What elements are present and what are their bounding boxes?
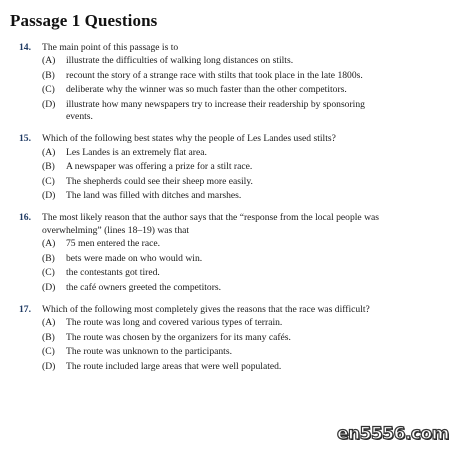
question-text: Which of the following most completely gives the reasons that the race was difficult? xyxy=(42,303,370,315)
option-text: the café owners greeted the competitors. xyxy=(66,281,222,293)
answer-option-b xyxy=(0,161,432,173)
option-text: The route included large areas that were well populated. xyxy=(66,360,282,372)
option-letter: (C) xyxy=(42,267,55,279)
option-letter: (A) xyxy=(42,146,56,158)
option-letter: (B) xyxy=(42,161,55,173)
question-stem xyxy=(0,42,432,54)
question-15 xyxy=(0,133,432,202)
answer-option-c xyxy=(0,267,432,279)
answer-option-d xyxy=(0,99,432,124)
question-17 xyxy=(0,304,432,373)
option-letter: (D) xyxy=(42,190,56,202)
option-text: The land was filled with ditches and marshes. xyxy=(66,190,242,202)
option-letter: (B) xyxy=(42,331,55,343)
option-text: recount the story of a strange race with stilts that took place in the late 1800s. xyxy=(66,69,363,81)
option-text: the contestants got tired. xyxy=(66,267,160,279)
answer-option-b xyxy=(0,70,432,82)
answer-option-a xyxy=(0,317,432,329)
question-text: The most likely reason that the author says that the “response from the local people was overwhelming” (lines 18–19) was that xyxy=(42,212,380,236)
question-number: 15. xyxy=(19,133,31,145)
answer-option-a xyxy=(0,147,432,159)
option-text: The shepherds could see their sheep more easily. xyxy=(66,175,253,187)
option-text: illustrate the difficulties of walking long distances on stilts. xyxy=(66,55,294,67)
option-text: A newspaper was offering a prize for a stilt race. xyxy=(66,161,253,173)
question-stem xyxy=(0,133,432,145)
answer-option-a xyxy=(0,238,432,250)
answer-option-b xyxy=(0,332,432,344)
option-letter: (A) xyxy=(42,317,56,329)
option-letter: (D) xyxy=(42,360,56,372)
watermark-logo: en5556.com xyxy=(337,424,449,444)
option-text: The route was chosen by the organizers for its many cafés. xyxy=(66,331,291,343)
question-number: 14. xyxy=(19,42,31,53)
option-letter: (D) xyxy=(42,281,56,293)
option-text: illustrate how many newspapers try to increase their readership by sponsoring events. xyxy=(66,98,365,123)
option-text: Les Landes is an extremely flat area. xyxy=(66,146,207,158)
answer-option-d xyxy=(0,361,432,373)
answer-option-d xyxy=(0,282,432,294)
question-stem xyxy=(0,304,432,316)
option-text: The route was unknown to the participants. xyxy=(66,346,232,358)
answer-option-d xyxy=(0,190,432,202)
answer-options xyxy=(0,147,432,203)
answer-option-a xyxy=(0,55,432,67)
answer-option-c xyxy=(0,84,432,96)
answer-option-b xyxy=(0,253,432,265)
question-text: The main point of this passage is to xyxy=(42,42,179,53)
question-16 xyxy=(0,212,432,293)
answer-options xyxy=(0,317,432,373)
option-text: The route was long and covered various types of terrain. xyxy=(66,317,283,329)
page-title: Passage 1 Questions xyxy=(10,11,158,30)
question-number: 16. xyxy=(19,212,31,224)
answer-option-c xyxy=(0,176,432,188)
answer-options xyxy=(0,55,432,123)
option-letter: (D) xyxy=(42,98,56,110)
answer-option-c xyxy=(0,346,432,358)
question-text: Which of the following best states why the people of Les Landes used stilts? xyxy=(42,133,336,145)
question-list xyxy=(0,42,432,383)
option-letter: (C) xyxy=(42,84,55,96)
option-letter: (B) xyxy=(42,69,55,81)
question-stem xyxy=(0,212,432,237)
option-letter: (B) xyxy=(42,252,55,264)
answer-options xyxy=(0,238,432,294)
option-letter: (C) xyxy=(42,346,55,358)
option-letter: (A) xyxy=(42,238,56,250)
option-text: deliberate why the winner was so much faster than the other competitors. xyxy=(66,84,347,96)
question-14 xyxy=(0,42,432,123)
question-number: 17. xyxy=(19,303,31,315)
option-letter: (A) xyxy=(42,55,56,67)
option-letter: (C) xyxy=(42,175,55,187)
option-text: bets were made on who would win. xyxy=(66,252,203,264)
option-text: 75 men entered the race. xyxy=(66,238,161,250)
